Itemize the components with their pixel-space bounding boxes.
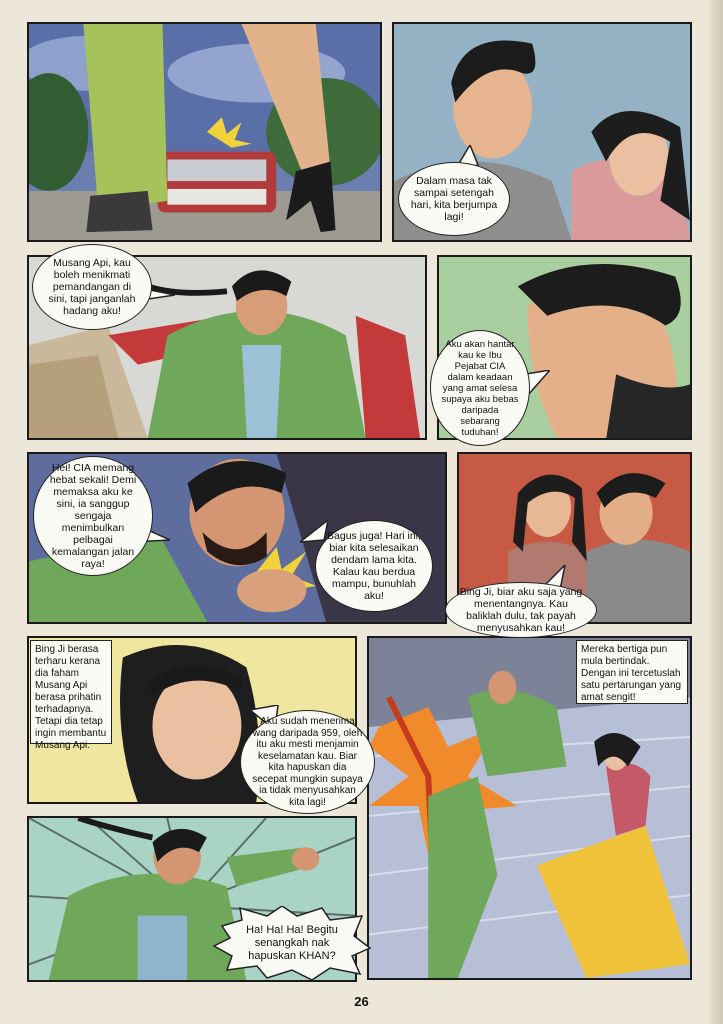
panel-9-shout-text: Ha! Ha! Ha! Begitu senangkah nak hapuskan KHAN? (246, 923, 338, 962)
panel-7-caption: Bing Ji berasa terharu kerana dia faham Musang Api berasa prihatin terhadapnya. Tetapi dia tetap ingin membantu Musang Api. (30, 640, 112, 744)
panel-5-left-speech-bubble: Hei! CIA memang hebat sekali! Demi memaksa aku ke sini, ia sanggup sengaja menimbulkan pelbagai kemalangan jalan raya! (33, 456, 153, 576)
panel-9-shout-bubble (212, 906, 372, 980)
panel-6-speech-bubble: Bing Ji, biar aku saja yang menentangnya. Kau baliklah dulu, tak payah menyusahkan kau! (445, 582, 597, 638)
panel-2-speech-bubble: Dalam masa tak sampai setengah hari, kita berjumpa lagi! (398, 162, 510, 236)
page-number: 26 (354, 994, 369, 1009)
panel-7-speech-bubble: Aku sudah menerima wang daripada 959, oleh itu aku mesti menjamin keselamatan kau. Biar kita hapuskan dia secepat mungkin supaya ia tidak menyusahkan kita lagi! (240, 710, 375, 814)
panel-1-art (29, 24, 380, 240)
panel-3-speech-bubble: Musang Api, kau boleh menikmati pemandangan di sini, tapi janganlah hadang aku! (32, 244, 152, 330)
panel-1 (27, 22, 382, 242)
page-edge (709, 0, 723, 1024)
panel-5-right-speech-bubble: Bagus juga! Hari ini, biar kita selesaikan dendam lama kita. Kalau kau berdua mampu, bunuhlah aku! (315, 520, 433, 612)
panel-8-caption: Mereka bertiga pun mula bertindak. Dengan ini tercetuslah satu pertarungan yang amat sengit! (576, 640, 688, 704)
panel-4-speech-bubble: Aku akan hantar kau ke Ibu Pejabat CIA dalam keadaan yang amat selesa supaya aku bebas daripada sebarang tuduhan! (430, 330, 530, 446)
